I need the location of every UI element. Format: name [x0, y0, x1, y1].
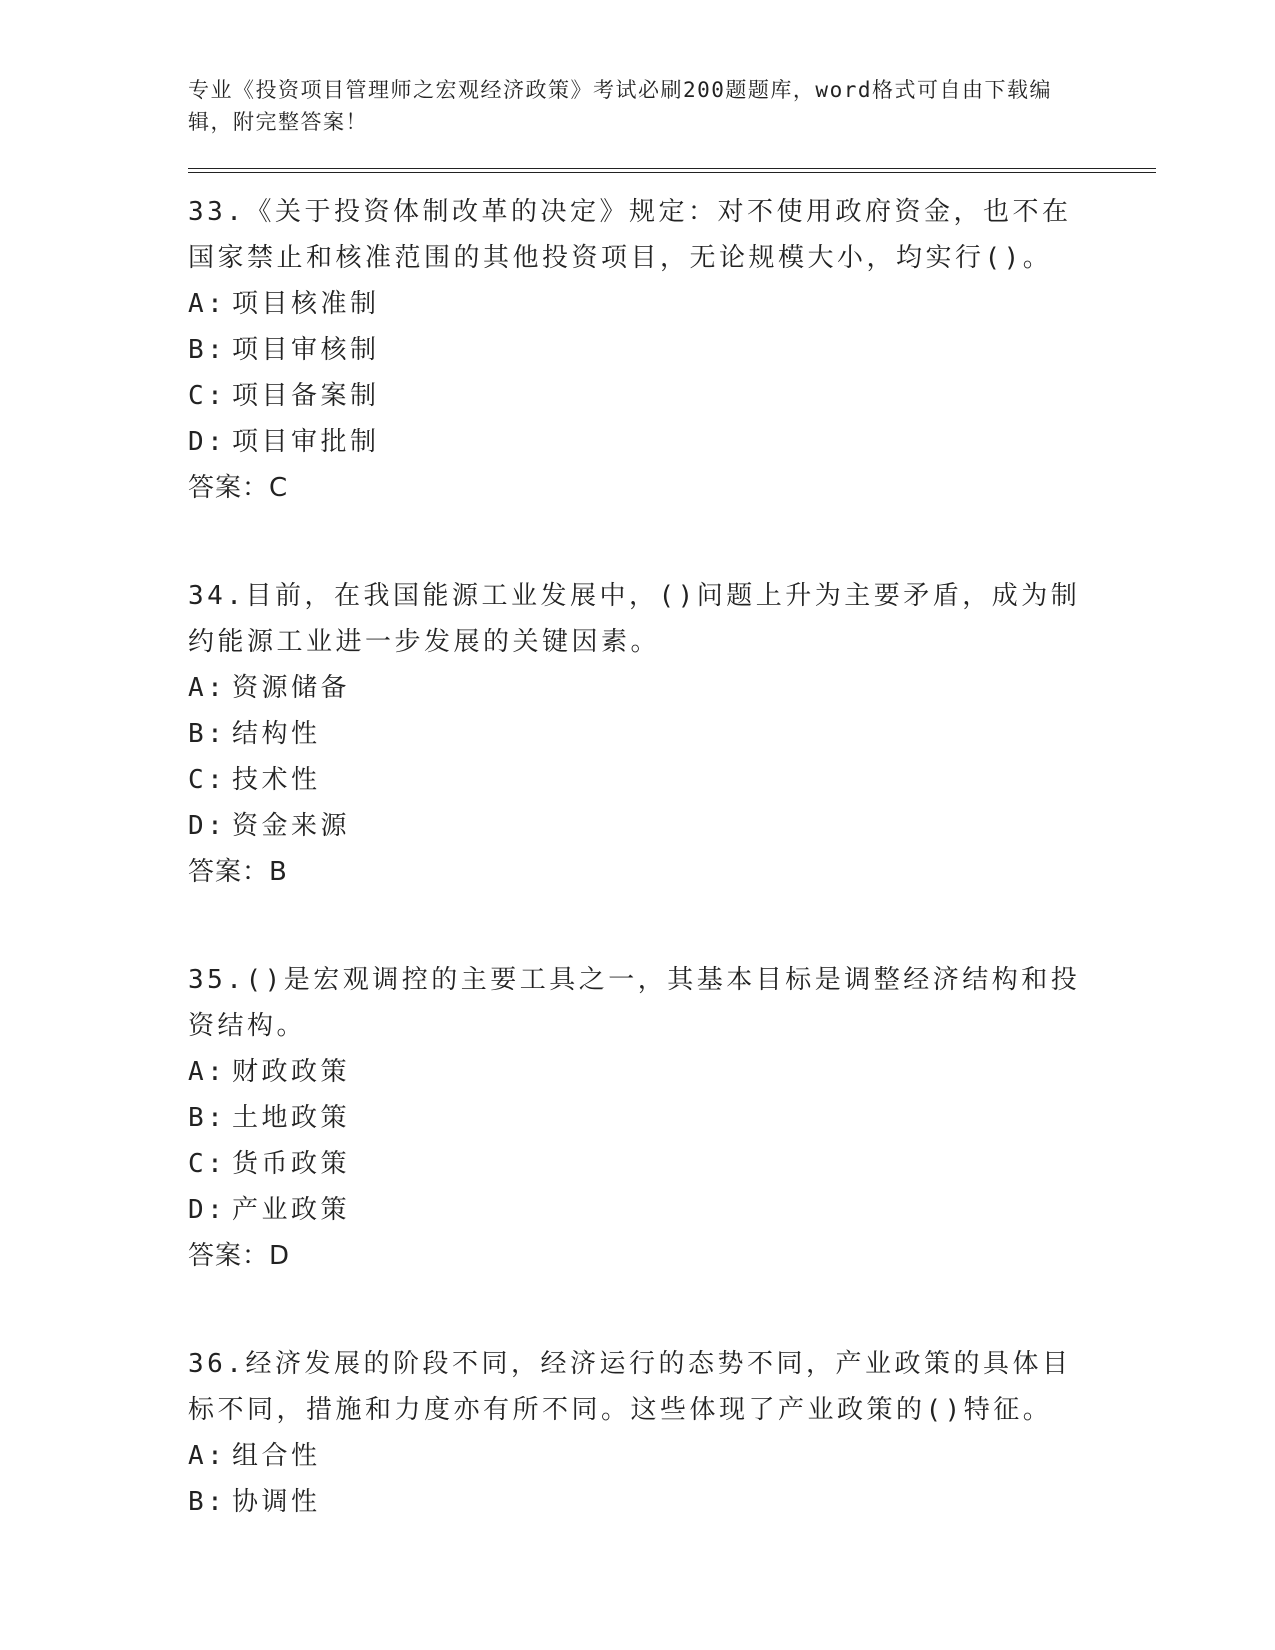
option-text: 项目备案制 [232, 381, 380, 411]
option-letter: C: [188, 381, 227, 411]
option-letter: D: [188, 811, 227, 841]
option-letter: B: [188, 1487, 227, 1517]
answer-option [188, 1141, 1158, 1187]
answer-option [188, 1095, 1158, 1141]
answer-option [188, 419, 1158, 465]
option-text: 资源储备 [232, 673, 351, 703]
option-text: 项目审核制 [232, 335, 380, 365]
question-block [188, 1341, 1158, 1525]
option-letter: A: [188, 1057, 227, 1087]
answer-option [188, 803, 1158, 849]
question-stem: 33.《关于投资体制改革的决定》规定：对不使用政府资金，也不在国家禁止和核准范围的其他投资项目，无论规模大小，均实行()。 [188, 197, 1072, 273]
option-text: 项目审批制 [232, 427, 380, 457]
answer-option [188, 757, 1158, 803]
header-divider [188, 168, 1156, 173]
question-stem: 34.目前，在我国能源工业发展中，()问题上升为主要矛盾，成为制约能源工业进一步发展的关键因素。 [188, 581, 1081, 657]
document-page [188, 74, 1158, 1525]
question-block [188, 573, 1158, 895]
answer-option [188, 1433, 1158, 1479]
option-text: 组合性 [232, 1441, 321, 1471]
option-text: 货币政策 [232, 1149, 351, 1179]
option-text: 技术性 [232, 765, 321, 795]
question-stem: 36.经济发展的阶段不同，经济运行的态势不同，产业政策的具体目标不同，措施和力度亦有所不同。这些体现了产业政策的()特征。 [188, 1349, 1072, 1425]
option-letter: A: [188, 289, 227, 319]
answer-key: 答案：B [188, 857, 288, 887]
question-stem: 35.()是宏观调控的主要工具之一，其基本目标是调整经济结构和投资结构。 [188, 965, 1081, 1041]
option-letter: C: [188, 765, 227, 795]
question-list [188, 189, 1158, 1525]
answer-option [188, 281, 1158, 327]
answer-option [188, 1187, 1158, 1233]
answer-option [188, 1049, 1158, 1095]
option-text: 土地政策 [232, 1103, 351, 1133]
answer-key: 答案：C [188, 473, 289, 503]
answer-key: 答案：D [188, 1241, 291, 1271]
option-letter: C: [188, 1149, 227, 1179]
option-text: 协调性 [232, 1487, 321, 1517]
option-letter: D: [188, 427, 227, 457]
option-letter: B: [188, 335, 227, 365]
document-intro: 专业《投资项目管理师之宏观经济政策》考试必刷200题题库，word格式可自由下载编辑，附完整答案！ [188, 78, 1052, 134]
option-text: 产业政策 [232, 1195, 351, 1225]
answer-option [188, 1479, 1158, 1525]
option-letter: A: [188, 1441, 227, 1471]
option-letter: B: [188, 719, 227, 749]
answer-option [188, 711, 1158, 757]
option-text: 资金来源 [232, 811, 351, 841]
option-text: 项目核准制 [232, 289, 380, 319]
option-letter: A: [188, 673, 227, 703]
question-block [188, 189, 1158, 511]
answer-option [188, 665, 1158, 711]
option-text: 财政政策 [232, 1057, 351, 1087]
option-letter: B: [188, 1103, 227, 1133]
option-text: 结构性 [232, 719, 321, 749]
answer-option [188, 373, 1158, 419]
answer-option [188, 327, 1158, 373]
option-letter: D: [188, 1195, 227, 1225]
question-block [188, 957, 1158, 1279]
